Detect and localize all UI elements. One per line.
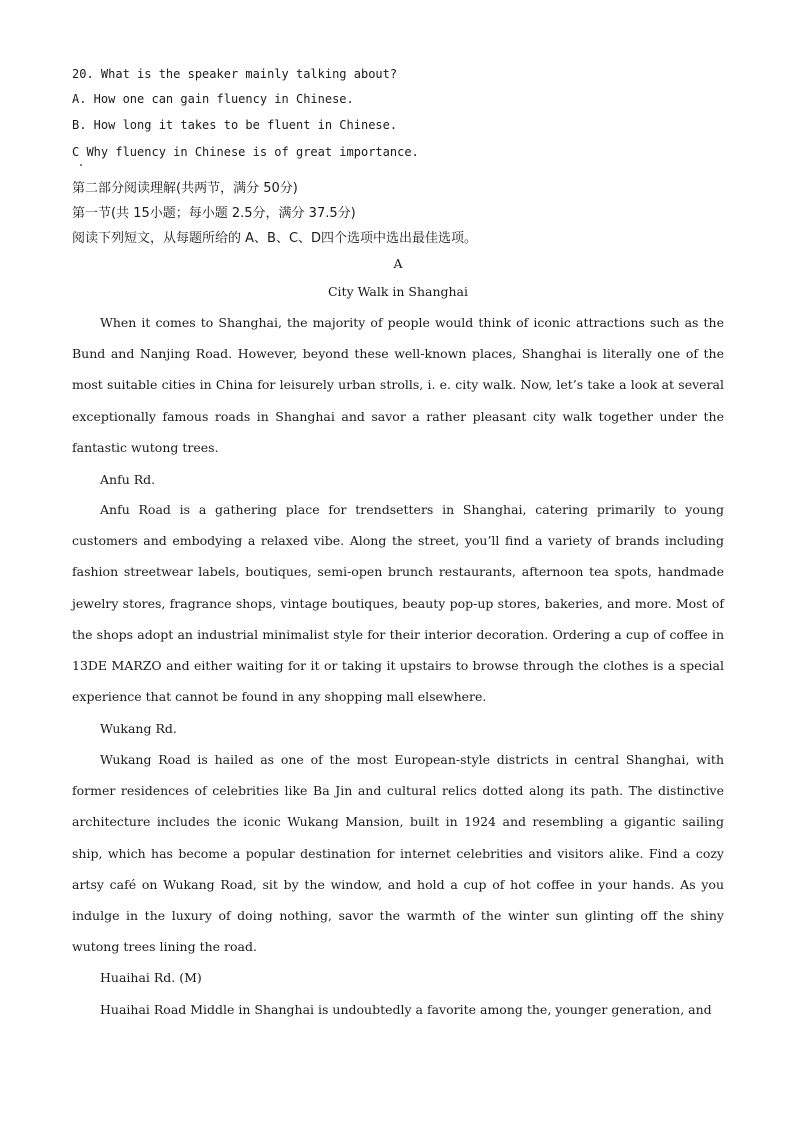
part-title: 第二部分阅读理解(共两节，满分 50分) — [72, 181, 298, 196]
section-heading-anfu: Anfu Rd. — [100, 472, 156, 487]
section-text-wukang: Wukang Road is hailed as one of the most European-style districts in central Shanghai, with former residences of celebrities like Ba Jin and cultural relics dotted along its path. The distinctive architecture includes the iconic Wukang Mansion, built in 1924 and resembling a gigantic sailing ship, which has become a popular destination for internet celebrities and visitors alike. Find a cozy artsy café on Wukang Road, sit by the window, and hold a cup of hot coffee in your hands. As you indulge in the luxury of doing nothing, savor the warmth of the winter sun glinting off the shiny wutong trees lining the road. — [72, 752, 724, 955]
option-c: C Why fluency in Chinese is of great importance. — [72, 145, 419, 159]
section-text-anfu: Anfu Road is a gathering place for trendsetters in Shanghai, catering primarily to young customers and embodying a relaxed vibe. Along the street, you’ll find a variety of brands including fashion streetwear labels, boutiques, semi-open brunch restaurants, afternoon tea spots, handmade jewelry stores, fragrance shops, vintage boutiques, beauty pop-up stores, bakeries, and more. Most of the shops adopt an industrial minimalist style for their interior decoration. Ordering a cup of coffee in 13DE MARZO and either waiting for it or taking it upstairs to browse through the clothes is a special experience that cannot be found in any shopping mall elsewhere. — [72, 502, 724, 705]
section-heading-huaihai: Huaihai Rd. (M) — [100, 970, 202, 985]
section-heading-wukang: Wukang Rd. — [100, 721, 177, 736]
option-b: B. How long it takes to be fluent in Chinese. — [72, 118, 398, 132]
question-stem: 20. What is the speaker mainly talking about? — [72, 67, 398, 81]
option-a: A. How one can gain fluency in Chinese. — [72, 92, 354, 106]
passage-title: City Walk in Shanghai — [327, 284, 469, 299]
section-text-huaihai: Huaihai Road Middle in Shanghai is undoubtedly a favorite among the, younger generation, and — [100, 1002, 712, 1017]
intro-paragraph: When it comes to Shanghai, the majority of people would think of iconic attractions such as the Bund and Nanjing Road. However, beyond these well-known places, Shanghai is literally one of the most suitable cities in China for leisurely urban strolls, i. e. city walk. Now, let’s take a look at several exceptionally famous roads in Shanghai and savor a rather pleasant city walk together under the fantastic wutong trees. — [72, 315, 724, 455]
passage-letter: A — [393, 256, 403, 271]
section-title: 第一节(共 15小题；每小题 2.5分，满分 37.5分) — [72, 206, 356, 221]
stray-mark — [80, 164, 82, 166]
instructions: 阅读下列短文，从每题所给的 A、B、C、D四个选项中选出最佳选项。 — [72, 231, 478, 246]
document-page — [72, 0, 724, 1123]
